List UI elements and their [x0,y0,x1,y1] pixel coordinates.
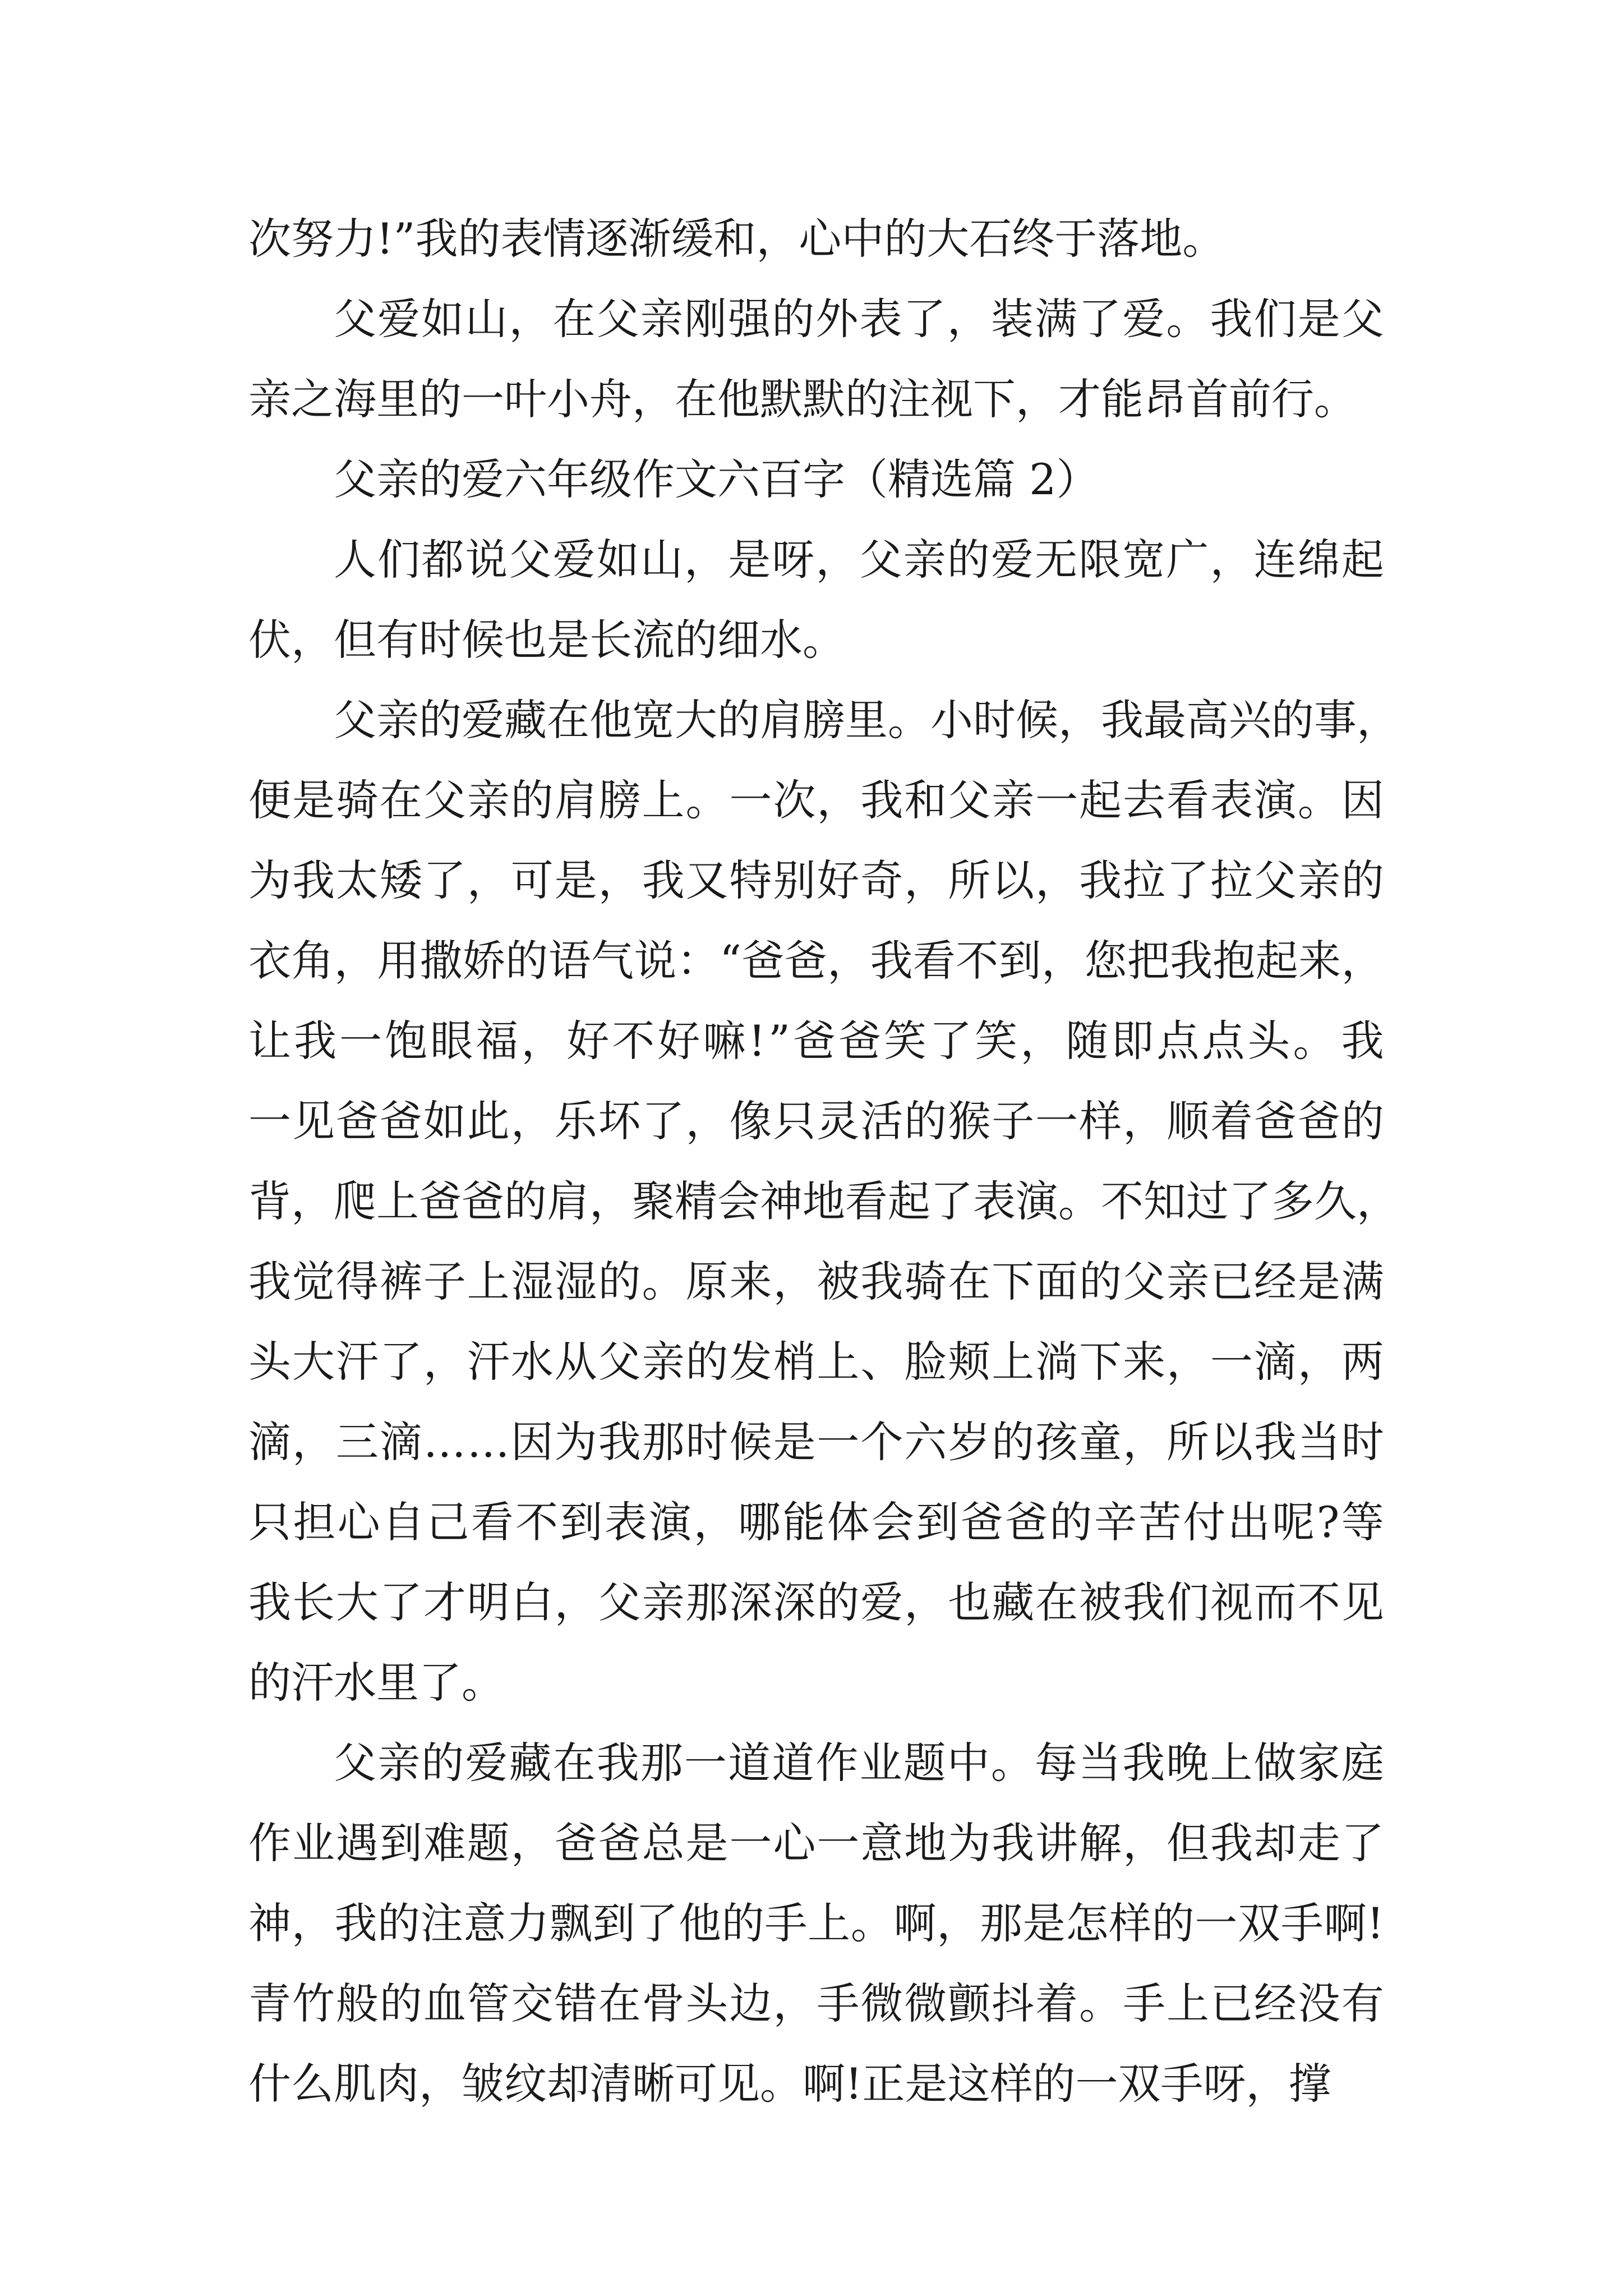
text-line: 滴 ， 三 滴 … … 因 为 我 那 时 候 是 一 个 六 岁 的 孩 童 ， 所 以 我 当 时 [248,1417,1384,1467]
text-line: 为 我 太 矮 了 ， 可 是 ， 我 又 特 别 好 奇 ， 所 以 ， 我 拉 了 拉 父 亲 的 [248,855,1384,905]
text-line: 的汗水里了。 [248,1658,504,1708]
text-line: 便 是 骑 在 父 亲 的 肩 膀 上 。 一 次 ， 我 和 父 亲 一 起 去 看 表 演 。 因 [248,775,1384,825]
text-line: 神 ， 我 的 注 意 力 飘 到 了 他 的 手 上 。 啊 ， 那 是 怎 样 的 一 双 手 啊 ! [248,1898,1384,1948]
text-line: 一 见 爸 爸 如 此 ， 乐 坏 了 ， 像 只 灵 活 的 猴 子 一 样 ， 顺 着 爸 爸 的 [248,1096,1384,1146]
paragraph [248,680,1399,1723]
text-line: 作 业 遇 到 难 题 ， 爸 爸 总 是 一 心 一 意 地 为 我 讲 解 ， 但 我 却 走 了 [248,1818,1384,1868]
text-line: 亲之海里的一叶小舟，在他默默的注视下，才能昂首前行。 [248,374,1357,424]
text-line: 父亲的爱六年级作文六百字（精选篇 2） [334,454,1099,504]
text-line: 头 大 汗 了 ， 汗 水 从 父 亲 的 发 梢 上 、 脸 颊 上 淌 下 来 ， 一 滴 ， 两 [248,1337,1384,1387]
text-line: 让 我 一 饱 眼 福 ， 好 不 好 嘛 ! ” 爸 爸 笑 了 笑 ， 随 即 点 点 头 。 我 [248,1016,1384,1066]
text-line: 次努力!”我的表情逐渐缓和，心中的大石终于落地。 [248,214,1225,264]
paragraph [248,1723,1384,2124]
document-body [248,199,1399,2124]
paragraph [248,439,1384,519]
text-line: 我 长 大 了 才 明 白 ， 父 亲 那 深 深 的 爱 ， 也 藏 在 被 我 们 视 而 不 见 [248,1577,1384,1627]
paragraph [248,199,1384,279]
text-line: 青 竹 般 的 血 管 交 错 在 骨 头 边 ， 手 微 微 颤 抖 着 。 手 上 已 经 没 有 [248,1978,1384,2028]
text-line: 父 爱 如 山 ， 在 父 亲 刚 强 的 外 表 了 ， 装 满 了 爱 。 我 们 是 父 [334,294,1384,344]
text-line: 人 们 都 说 父 爱 如 山 ， 是 呀 ， 父 亲 的 爱 无 限 宽 广 ， 连 绵 起 [334,535,1384,585]
paragraph [248,519,1384,680]
text-line: 伏，但有时候也是长流的细水。 [248,615,845,665]
text-line: 我 觉 得 裤 子 上 湿 湿 的 。 原 来 ， 被 我 骑 在 下 面 的 父 亲 已 经 是 满 [248,1257,1384,1306]
paragraph [248,279,1384,439]
text-line: 只 担 心 自 己 看 不 到 表 演 ， 哪 能 体 会 到 爸 爸 的 辛 苦 付 出 呢 ? 等 [248,1497,1384,1547]
text-line: 父 亲 的 爱 藏 在 我 那 一 道 道 作 业 题 中 。 每 当 我 晚 上 做 家 庭 [334,1738,1384,1788]
text-line: 父 亲 的 爱 藏 在 他 宽 大 的 肩 膀 里 。 小 时 候 ， 我 最 高 兴 的 事 ， [334,695,1399,745]
text-line: 什么肌肉，皱纹却清晰可见。啊!正是这样的一双手呀，撑 [248,2059,1331,2109]
text-line: 衣 角 ， 用 撒 娇 的 语 气 说 ： “ 爸 爸 ， 我 看 不 到 ， 您 把 我 抱 起 来 ， [248,936,1384,986]
text-line: 背 ， 爬 上 爸 爸 的 肩 ， 聚 精 会 神 地 看 起 了 表 演 。 不 知 过 了 多 久 ， [248,1176,1399,1226]
